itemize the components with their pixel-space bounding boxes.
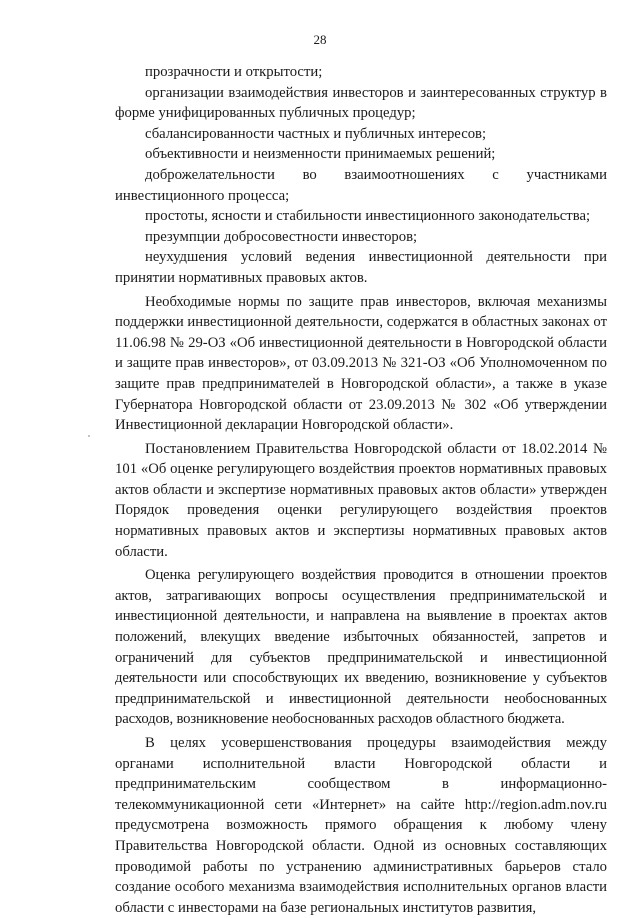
list-item-goodwill: доброжелательности во взаимоотношениях с участниками инвестиционного процесса; xyxy=(115,166,607,204)
paragraph-investor-protection: Необходимые нормы по защите прав инвесторов, включая механизмы поддержки инвестиционной деятельности, содержатся в областных законах от 11.06.98 № 29-ОЗ «Об инвестиционной деятельности в Новгородской области и защите прав инвесторов», от 03.09.2013 № 321-ОЗ «Об Уполномоченном по защите прав предпринимателей в Новгородской области», а также в указе Губернатора Новгородской области от 23.09.2013 № 302 «Об утверждении Инвестиционной декларации Новгородской области». xyxy=(115,293,607,434)
list-item-transparency: прозрачности и открытости; xyxy=(145,64,323,80)
list-item-simplicity: простоты, ясности и стабильности инвестиционного законодательства; xyxy=(145,208,591,225)
list-item-balance: сбалансированности частных и публичных интересов; xyxy=(145,125,487,142)
paragraph-impact-assessment: Оценка регулирующего воздействия проводится в отношении проектов актов, затрагивающих вопросы осуществления предпринимательской и инвестиционной деятельности, и направлена на выявление в проектах актов положений, влекущих введение избыточных обязанностей, запретов и ограничений для субъектов предпринимательской и инвестиционной деятельности или способствующих их введению, возникновение у субъектов предпринимательской и инвестиционной деятельности необоснованных расходов, возникновение необоснованных расходов областного бюджета. xyxy=(115,567,607,728)
list-item-non-deterioration: неухудшения условий ведения инвестиционной деятельности при принятии нормативных правовых актов. xyxy=(115,249,607,286)
document-body xyxy=(115,62,607,918)
list-item-objectivity: объективности и неизменности принимаемых решений; xyxy=(145,146,496,163)
scan-speck xyxy=(88,435,90,437)
list-item-presumption: презумпции добросовестности инвесторов; xyxy=(145,228,418,245)
page-number: 28 xyxy=(313,32,327,47)
paragraph-interaction-improvement: В целях усовершенствования процедуры взаимодействия между органами исполнительной власти Новгородской области и предпринимательским сообществом в информационно-телекоммуникационной сети «Интернет» на сайте http://region.adm.nov.ru предусмотрена возможность прямого обращения к любому члену Правительства Новгородской области. Одной из основных составляющих проводимой работы по устранению административных барьеров стало создание особого механизма взаимодействия исполнительных органов власти области с инвесторами на базе региональных институтов развития, xyxy=(115,735,607,916)
list-item-interaction: организации взаимодействия инвесторов и заинтересованных структур в форме унифицированных публичных процедур; xyxy=(115,84,607,122)
paragraph-regulatory-resolution: Постановлением Правительства Новгородской области от 18.02.2014 № 101 «Об оценке регулирующего воздействия проектов нормативных правовых актов области и экспертизе нормативных правовых актов области» утвержден Порядок проведения оценки регулирующего воздействия проектов нормативных правовых актов и экспертизы нормативных правовых актов области. xyxy=(115,440,607,560)
